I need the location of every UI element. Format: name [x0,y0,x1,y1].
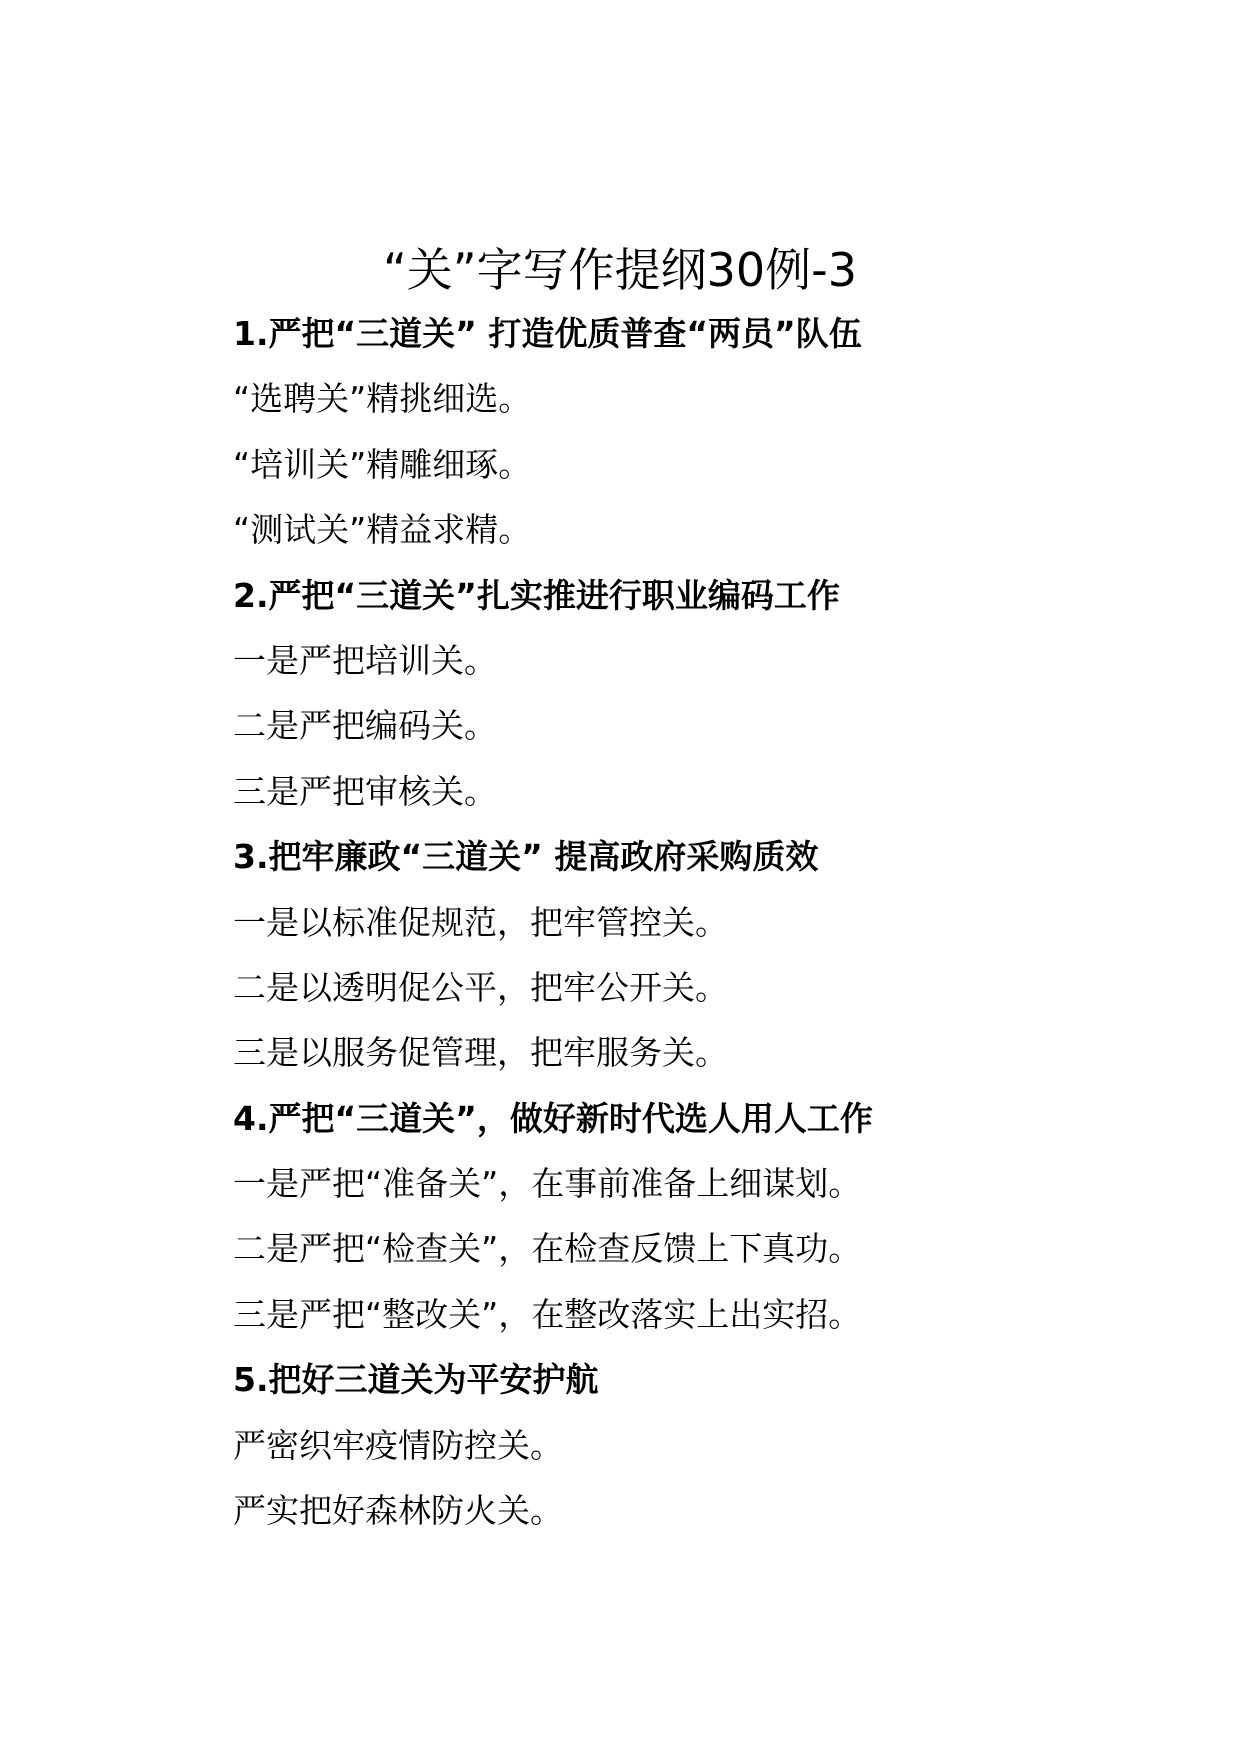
section-3 [233,829,1213,1091]
section-heading: 3.把牢廉政“三道关” 提高政府采购质效 [233,837,819,877]
list-item: 一是严把“准备关”，在事前准备上细谋划。 [233,1164,862,1204]
section-heading: 2.严把“三道关”扎实推进行职业编码工作 [233,575,840,615]
document-title: “关”字写作提纲30例-3 [382,243,858,297]
section-heading: 5.把好三道关为平安护航 [233,1360,599,1400]
list-item: 一是以标准促规范，把牢管控关。 [233,902,728,942]
list-item: 三是严把“整改关”，在整改落实上出实招。 [233,1294,862,1334]
list-item: “选聘关”精挑细选。 [233,379,532,419]
section-1 [233,306,1213,568]
section-heading: 1.严把“三道关” 打造优质普查“两员”队伍 [233,314,862,353]
section-heading: 4.严把“三道关”，做好新时代选人用人工作 [233,1098,873,1138]
document-body [233,306,1213,1548]
list-item: 二是以透明促公平，把牢公开关。 [233,967,728,1007]
list-item: “培训关”精雕细琢。 [233,444,532,484]
section-4 [233,1091,1213,1353]
list-item: 二是严把“检查关”，在检查反馈上下真功。 [233,1229,862,1269]
list-item: 三是严把审核关。 [233,771,497,811]
section-2 [233,568,1213,830]
list-item: 严实把好森林防火关。 [233,1491,563,1531]
section-5 [233,1352,1213,1548]
list-item: 三是以服务促管理，把牢服务关。 [233,1033,728,1073]
list-item: 严密织牢疫情防控关。 [233,1425,563,1465]
list-item: 一是严把培训关。 [233,640,497,680]
list-item: “测试关”精益求精。 [233,510,532,550]
list-item: 二是严把编码关。 [233,706,497,746]
